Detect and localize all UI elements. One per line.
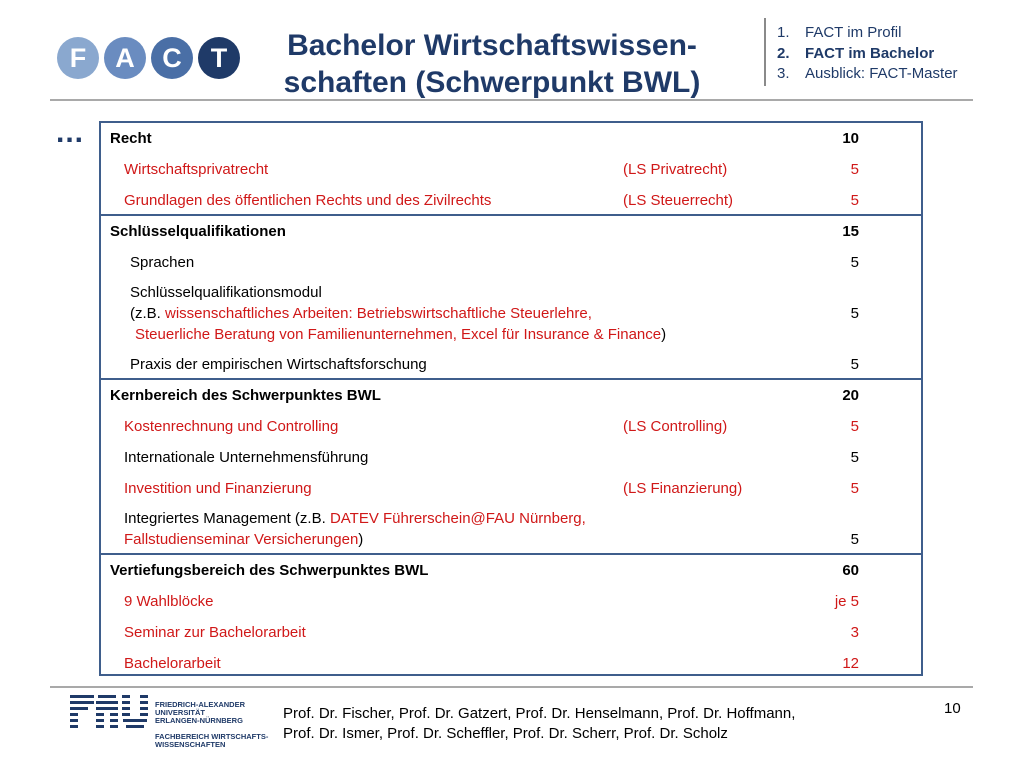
fact-logo [57, 37, 240, 79]
footer-rule [50, 686, 973, 688]
slide-title-line1: Bachelor Wirtschaftswissen- [287, 29, 697, 62]
fau-faculty-line2: WISSENSCHAFTEN [155, 740, 226, 749]
header-rule [50, 99, 973, 101]
outline-list [777, 23, 958, 85]
fau-mark-icon [70, 695, 150, 731]
slide-title [262, 27, 722, 101]
fau-name-line3: ERLANGEN-NÜRNBERG [155, 716, 243, 725]
footer-authors-line1: Prof. Dr. Fischer, Prof. Dr. Gatzert, Prof. Dr. Henselmann, Prof. Dr. Hoffmann, [283, 705, 796, 722]
outline-item-master[interactable]: 3. Ausblick: FACT-Master [777, 65, 958, 82]
logo-letter-f: F [57, 37, 99, 79]
fau-name-line2: UNIVERSITÄT [155, 708, 206, 717]
footer-authors [283, 704, 795, 744]
section-divider [101, 553, 921, 555]
slide-title-line2: schaften (Schwerpunkt BWL) [283, 66, 701, 99]
section-divider [101, 214, 921, 216]
outline-item-bachelor[interactable]: 2. FACT im Bachelor [777, 44, 935, 62]
outline-item-profil[interactable]: 1. FACT im Profil [777, 24, 902, 41]
fau-logo [70, 693, 270, 753]
continuation-ellipsis: ... [56, 116, 85, 149]
outline-divider [764, 18, 766, 86]
section-divider [101, 378, 921, 380]
page-number: 10 [944, 700, 961, 717]
logo-letter-t: T [198, 37, 240, 79]
logo-letter-c: C [151, 37, 193, 79]
logo-letter-a: A [104, 37, 146, 79]
curriculum-table: Recht 10 Wirtschaftsprivatrecht (LS Privatrecht) 5 Grundlagen des öffentlichen Rechts und des Zivilrechts (LS Steuerrecht) 5 Schlüsselqualifikationen 15 Sprachen 5 Schlüsselqualifikationsmodul (z.B. wissenschaftliches Arbeiten: Betriebswirtschaftliche Steuerlehre, 5 Steuerliche Beratung von Familienunternehmen, Excel für Insurance & Finance) Praxis der empirischen Wirtschaftsforschung 5 Kernbereich des Schwerpunktes BWL 20 Kostenrechnung und Controlling (LS Controlling) 5 Internationale Unternehmensführung 5 Investition und Finanzierung (LS Finanzierung) 5 Integriertes Management (z.B. DATEV Führerschein@FAU Nürnberg, Fallstudienseminar Versicherungen) 5 Vertiefungsbereich des Schwerpunktes BWL 60 9 Wahlblöcke je 5 Seminar zur Bachelorarbeit 3 Bachelorarbeit 12 [99, 121, 923, 676]
fau-faculty-line1: FACHBEREICH WIRTSCHAFTS- [155, 732, 269, 741]
fau-name-line1: FRIEDRICH-ALEXANDER [155, 700, 245, 709]
footer-authors-line2: Prof. Dr. Ismer, Prof. Dr. Scheffler, Prof. Dr. Scherr, Prof. Dr. Scholz [283, 725, 728, 742]
